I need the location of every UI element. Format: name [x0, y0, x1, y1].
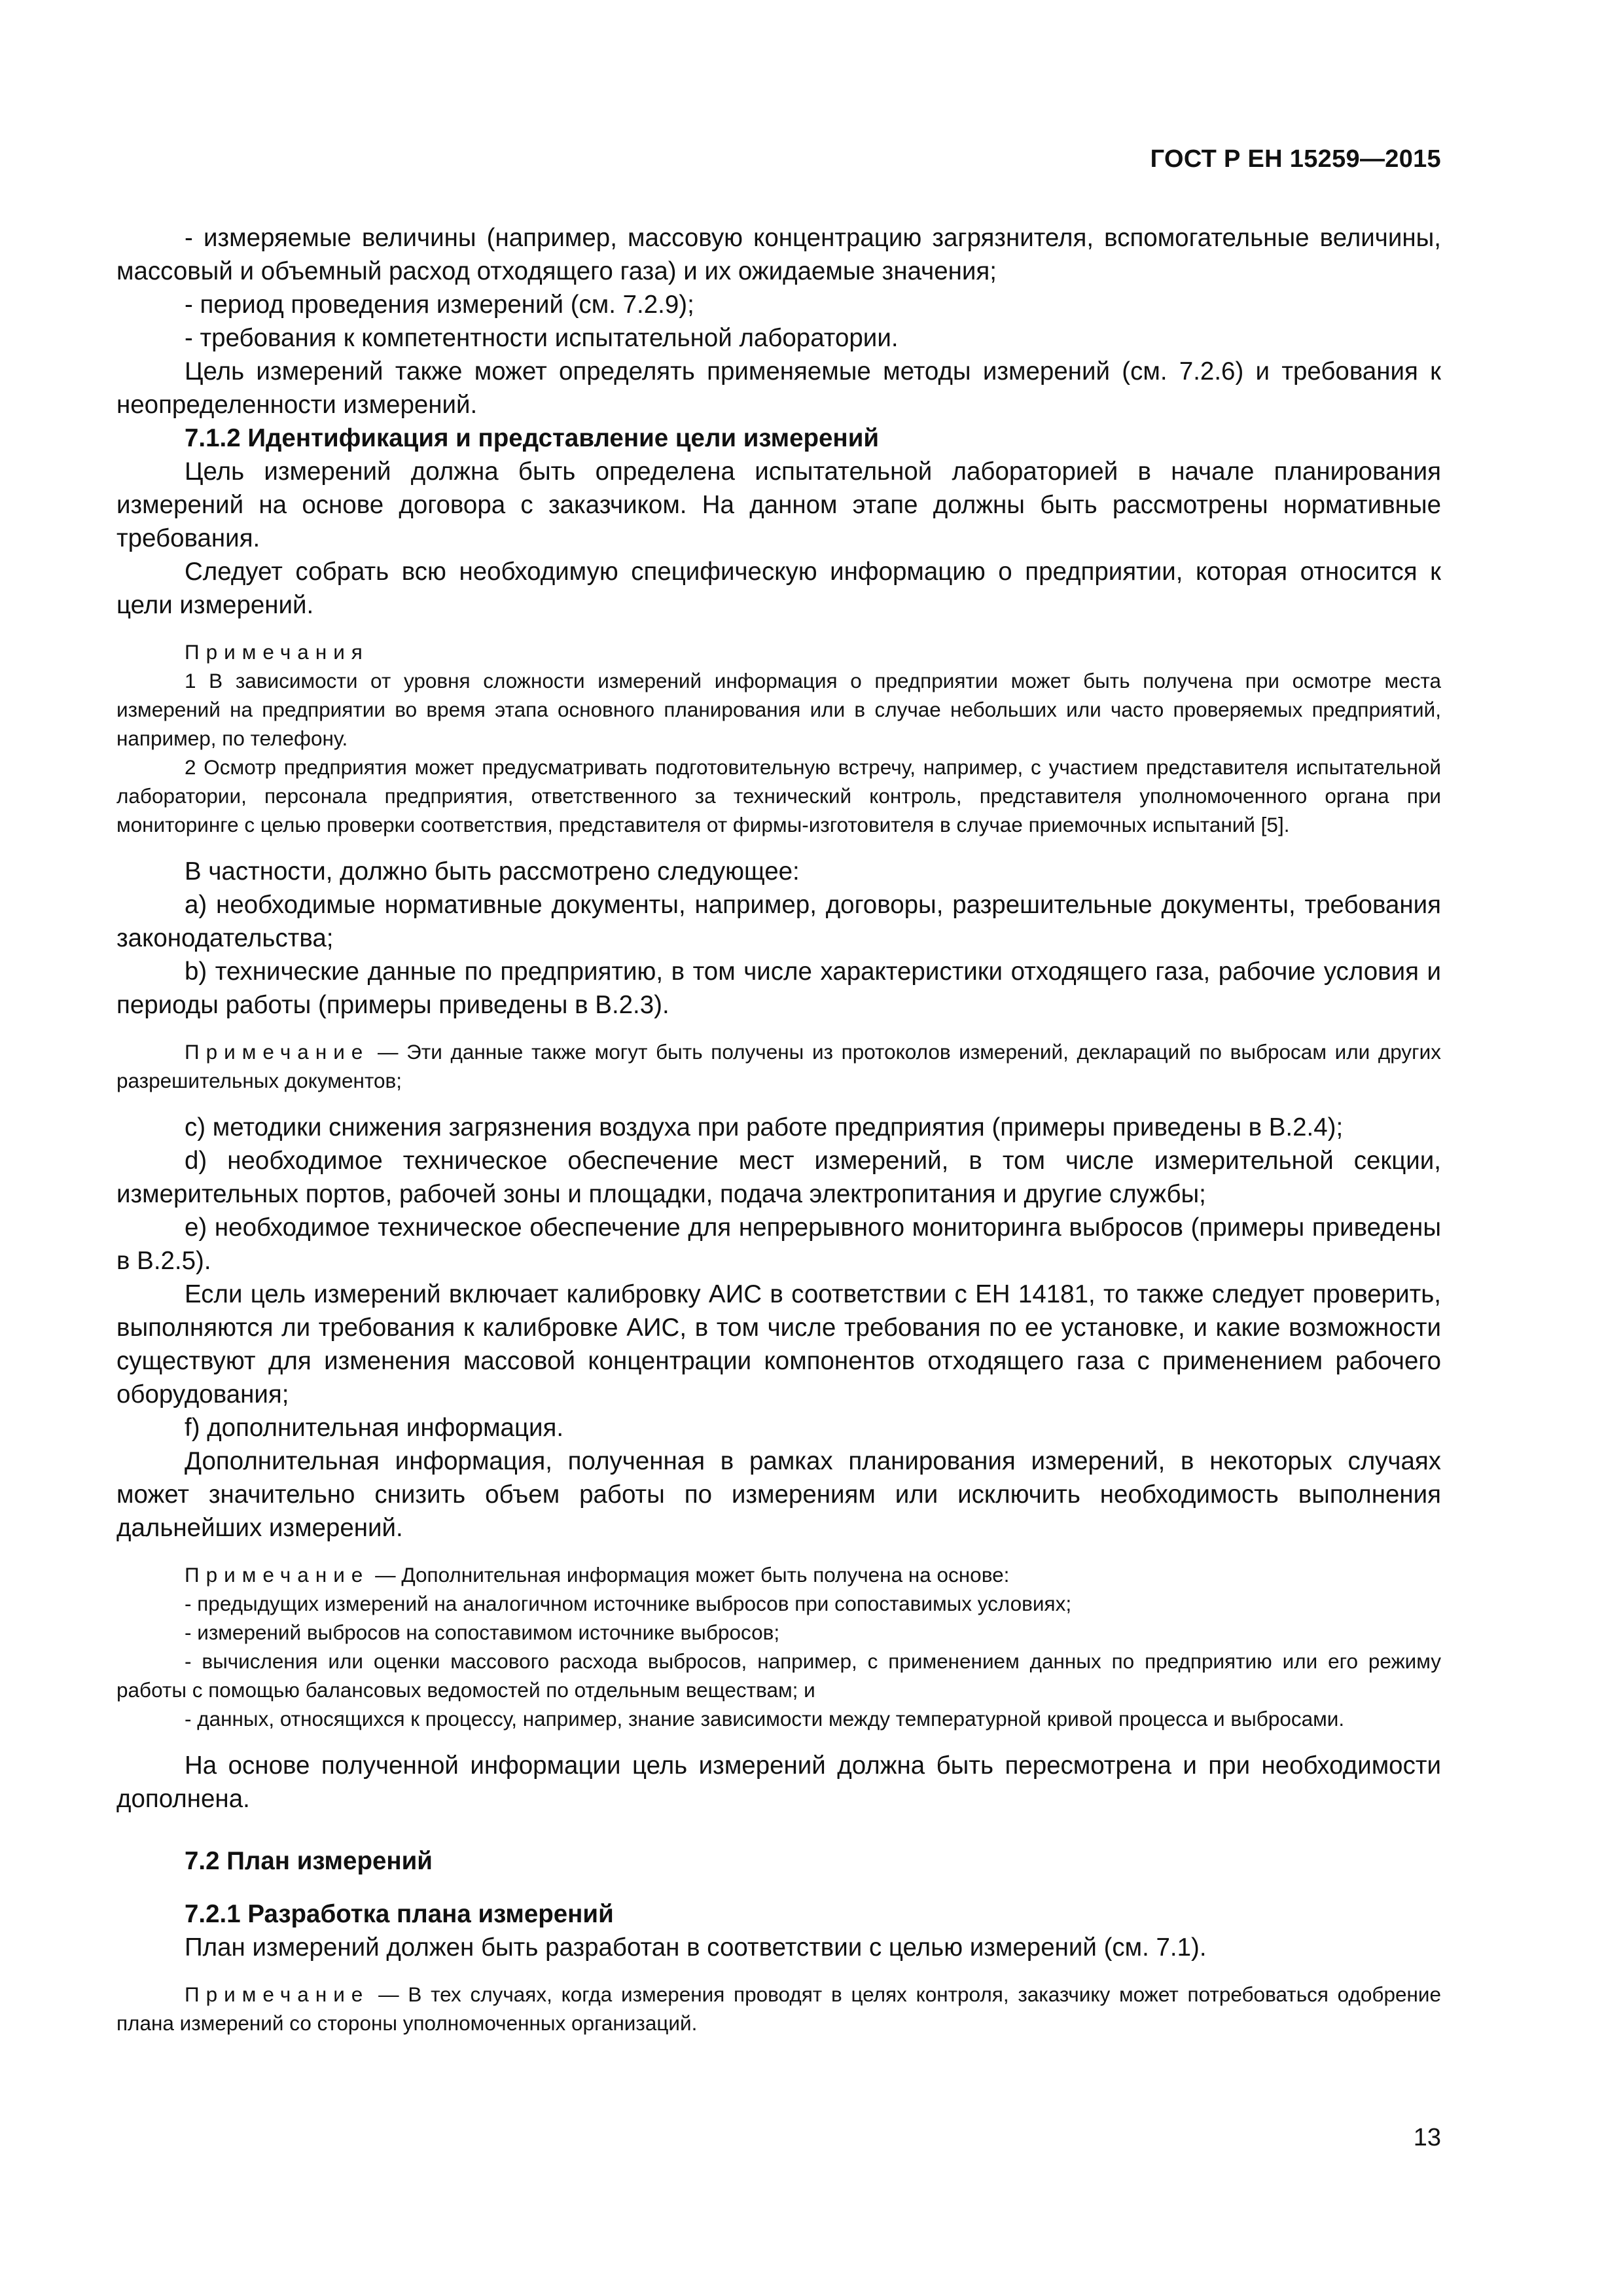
paragraph: План измерений должен быть разработан в соответствии с целью измерений (см. 7.1). — [185, 1933, 1207, 1962]
list-item-b: b) технические данные по предприятию, в том числе характеристики отходящего газа, рабочие условия и периоды работы (примеры приведены в В.2.3). — [116, 958, 1441, 1019]
list-item-d: d) необходимое техническое обеспечение мест измерений, в том числе измерительной секции, измерительных портов, рабочей зоны и площадки, подача электропитания и другие службы; — [116, 1147, 1441, 1208]
note: Примечание — Дополнительная информация может быть получена на основе: — [185, 1563, 1010, 1587]
list-item-lab-competence: - требования к компетентности испытательной лаборатории. — [185, 324, 899, 352]
section-heading-7-2-1: 7.2.1 Разработка плана измерений — [185, 1900, 614, 1928]
paragraph: Цель измерений должна быть определена испытательной лабораторией в начале планирования измерений на основе договора с заказчиком. На данном этапе должны быть рассмотрены нормативные требования. — [116, 457, 1441, 552]
paragraph: Цель измерений также может определять применяемые методы измерений (см. 7.2.6) и требования к неопределенности измерений. — [116, 357, 1441, 419]
paragraph: Дополнительная информация, полученная в рамках планирования измерений, в некоторых случаях может значительно снизить объем работы по измерениям или исключить необходимость выполнения дальнейших измерений. — [116, 1447, 1441, 1542]
list-item-measured-quantities: - измеряемые величины (например, массовую концентрацию загрязнителя, вспомогательные величины, массовый и объемный расход отходящего газа) и их ожидаемые значения; — [116, 224, 1441, 285]
standard-header: ГОСТ Р ЕН 15259—2015 — [1150, 145, 1441, 173]
list-item-a: a) необходимые нормативные документы, например, договоры, разрешительные документы, требования законодательства; — [116, 891, 1441, 952]
page-number: 13 — [1413, 2124, 1441, 2151]
note-1: 1 В зависимости от уровня сложности измерений информация о предприятии может быть получена при осмотре места измерений на предприятии во время этапа основного планирования или в случае небольших или часто проверяемых предприятий, например, по телефону. — [116, 669, 1441, 750]
note-2: 2 Осмотр предприятия может предусматривать подготовительную встречу, например, с участием представителя испытательной лаборатории, персонала предприятия, ответственного за технический контроль, представителя уполномоченного органа при мониторинге с целью проверки соответствия, представителя от фирмы-изготовителя в случае приемочных испытаний [5]. — [116, 755, 1441, 836]
section-heading-7-2: 7.2 План измерений — [185, 1847, 433, 1875]
note-list-item: - предыдущих измерений на аналогичном источнике выбросов при сопоставимых условиях; — [185, 1592, 1072, 1615]
list-item-e: e) необходимое техническое обеспечение для непрерывного мониторинга выбросов (примеры приведены в В.2.5). — [116, 1213, 1441, 1275]
list-item-c: c) методики снижения загрязнения воздуха при работе предприятия (примеры приведены в В.2.4); — [185, 1113, 1344, 1141]
note-list-item: - вычисления или оценки массового расхода выбросов, например, с применением данных по предприятию или его режиму работы с помощью балансовых ведомостей по отдельным веществам; и — [116, 1649, 1441, 1702]
list-item-measurement-period: - период проведения измерений (см. 7.2.9); — [185, 291, 694, 319]
notes-label: Примечания — [185, 640, 369, 664]
paragraph: Если цель измерений включает калибровку АИС в соответствии с ЕН 14181, то также следует проверить, выполняются ли требования к калибровке АИС, в том числе требования по ее установке, и какие возможности существуют для изменения массовой концентрации компонентов отходящего газа с применением рабочего оборудования; — [116, 1280, 1441, 1408]
note-list-item: - данных, относящихся к процессу, например, знание зависимости между температурной кривой процесса и выбросами. — [185, 1707, 1345, 1731]
paragraph: В частности, должно быть рассмотрено следующее: — [185, 857, 800, 886]
section-heading-7-1-2: 7.1.2 Идентификация и представление цели измерений — [185, 424, 880, 452]
paragraph: Следует собрать всю необходимую специфическую информацию о предприятии, которая относится к цели измерений. — [116, 558, 1441, 619]
list-item-f: f) дополнительная информация. — [185, 1414, 564, 1442]
page-body — [116, 221, 1441, 2037]
note: Примечание — Эти данные также могут быть получены из протоколов измерений, деклараций по выбросам или других разрешительных документов; — [116, 1040, 1441, 1092]
paragraph: На основе полученной информации цель измерений должна быть пересмотрена и при необходимости дополнена. — [116, 1751, 1441, 1813]
note-list-item: - измерений выбросов на сопоставимом источнике выбросов; — [185, 1621, 780, 1644]
note: Примечание — В тех случаях, когда измерения проводят в целях контроля, заказчику может потребоваться одобрение плана измерений со стороны уполномоченных организаций. — [116, 1982, 1441, 2035]
